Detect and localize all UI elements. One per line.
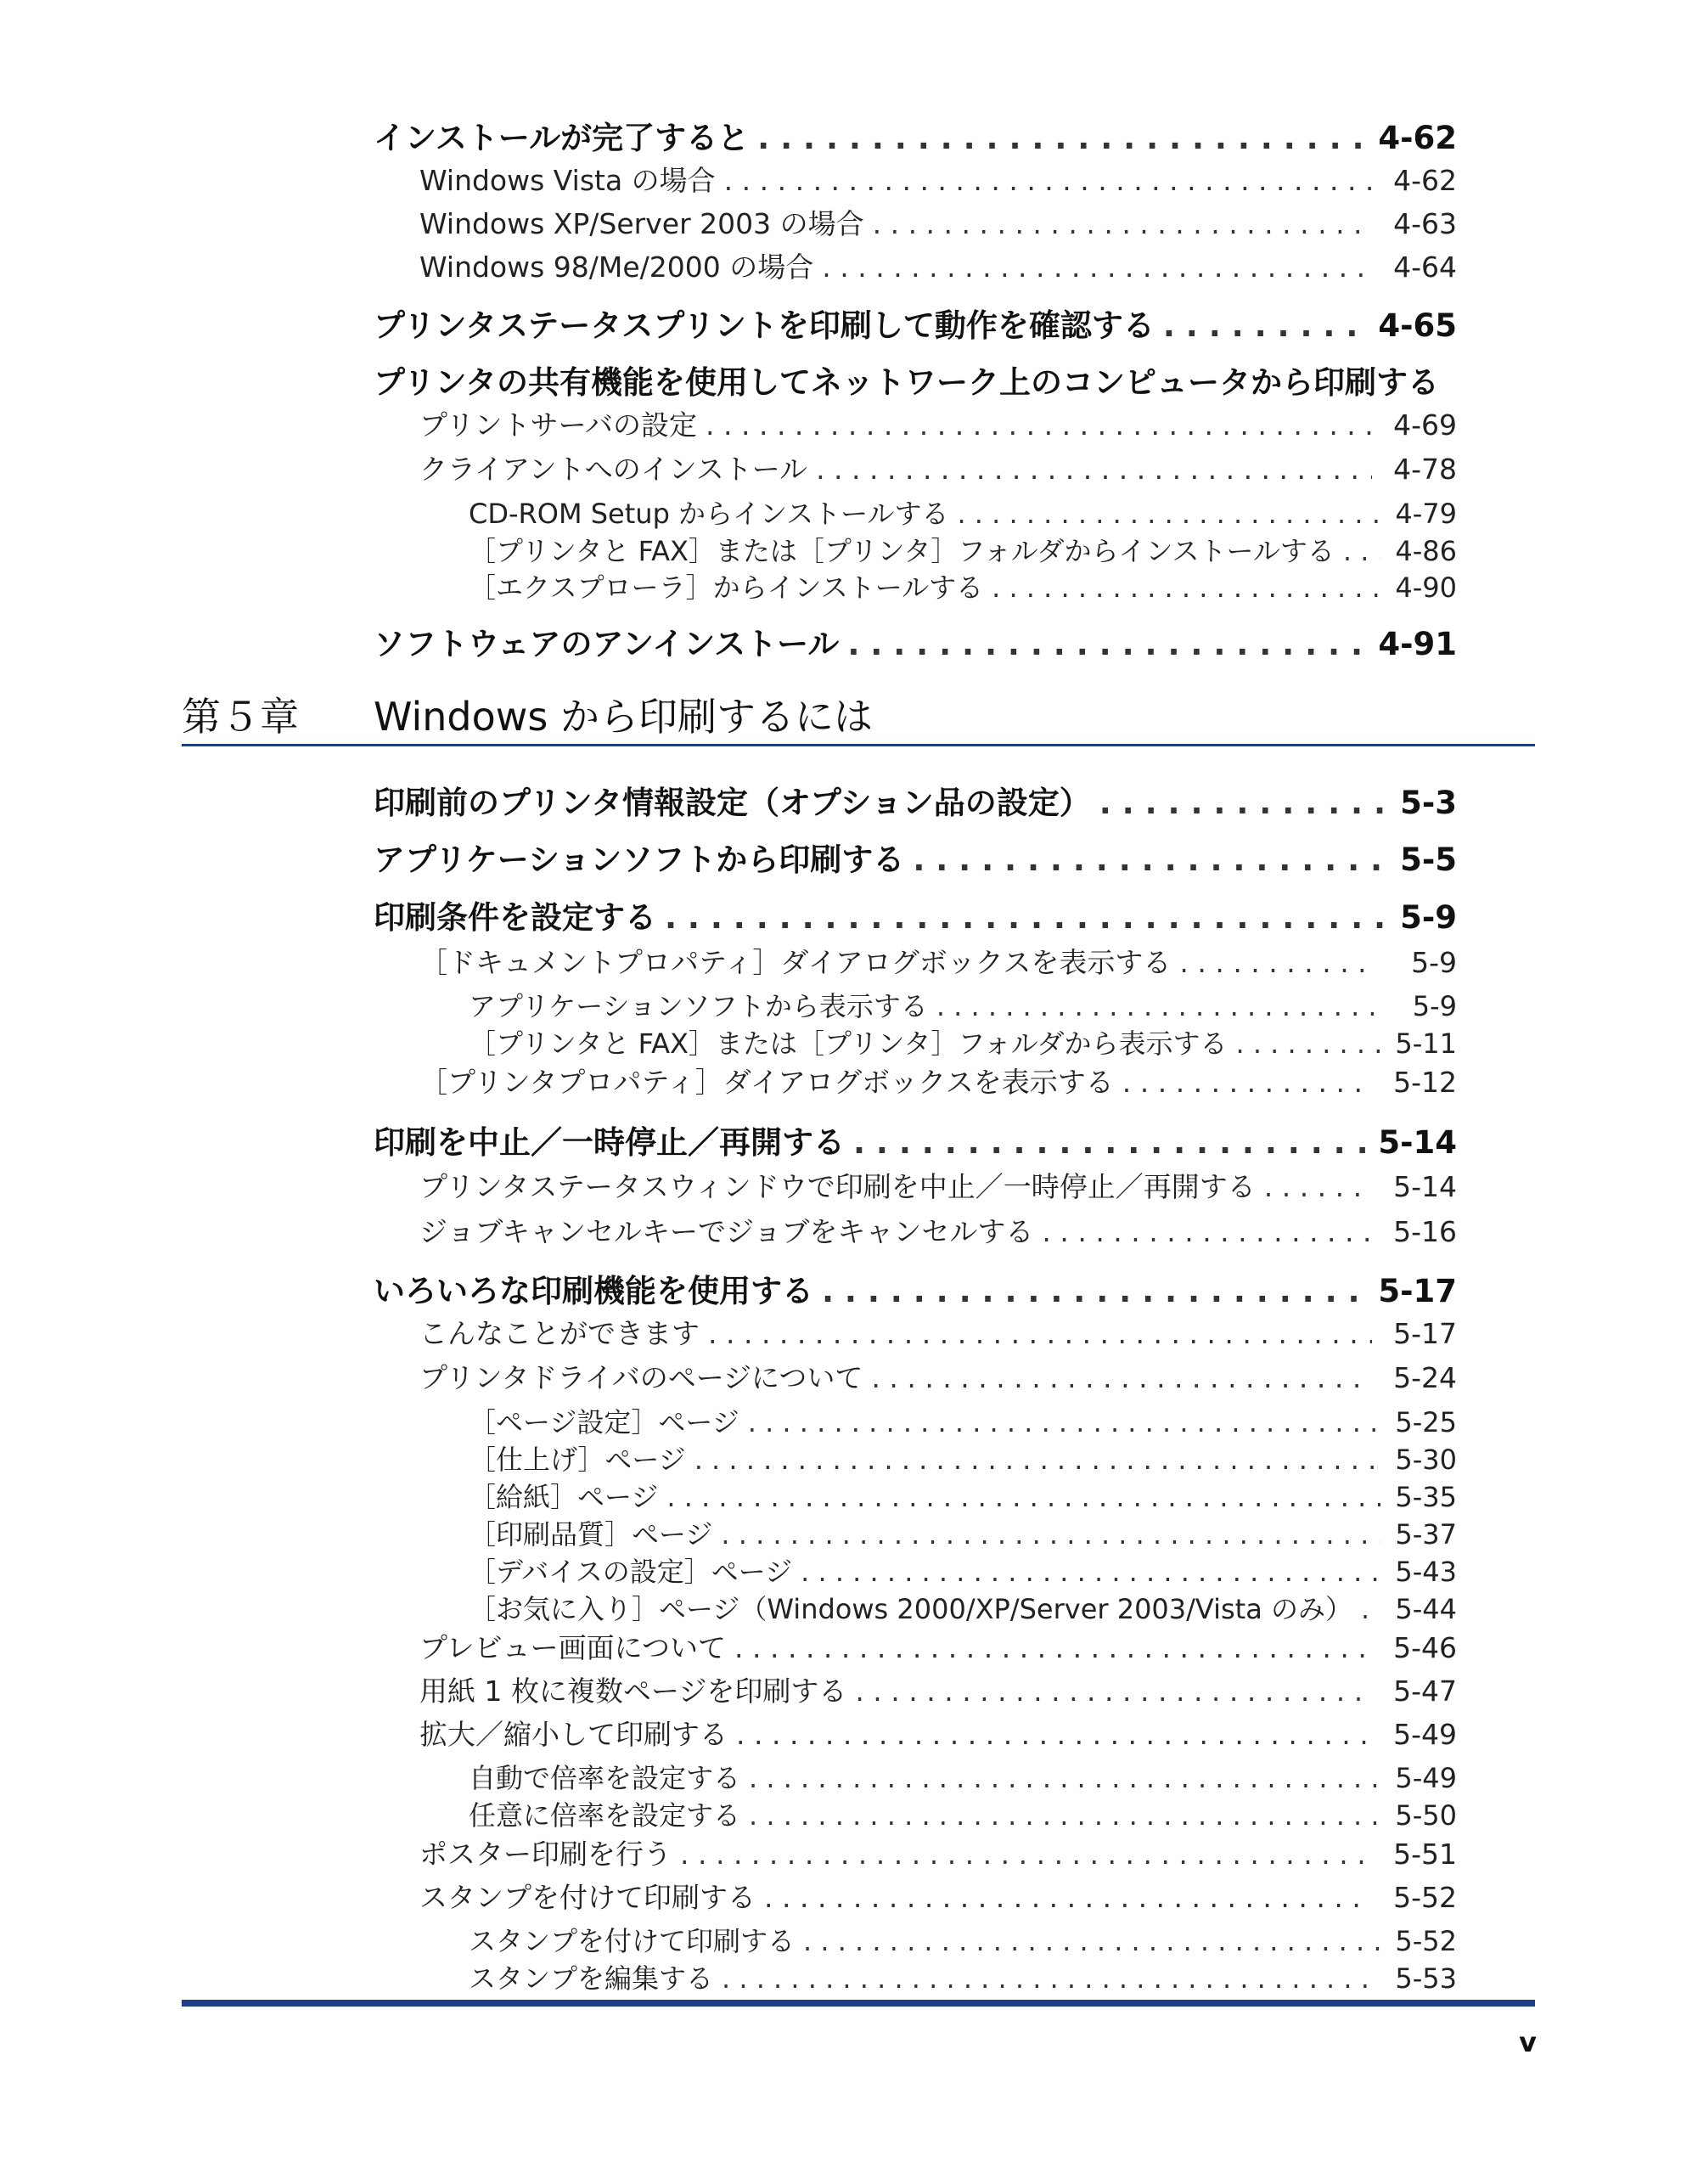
- toc-entry-level-2[interactable]: [419, 1165, 1457, 1205]
- toc-entry-title: インストールが完了すると: [374, 120, 750, 156]
- toc-entry-page-number: 5-35: [1395, 1481, 1457, 1513]
- toc-entry-title: ［プリンタと FAX］または［プリンタ］フォルダからインストールする: [469, 535, 1335, 567]
- toc-entry-page-number: 5-9: [1412, 990, 1457, 1022]
- toc-entry-level-1[interactable]: [374, 834, 1457, 880]
- toc-entry-title: ［給紙］ページ: [469, 1481, 659, 1513]
- toc-entry-level-3[interactable]: [469, 530, 1457, 569]
- footer-divider: [182, 2000, 1535, 2007]
- dot-leader: [764, 1881, 1372, 1914]
- toc-entry-page-number: 5-53: [1395, 1962, 1457, 1995]
- toc-entry-level-2[interactable]: [419, 1312, 1457, 1352]
- dot-leader: [957, 498, 1380, 530]
- dot-leader: [847, 626, 1369, 662]
- toc-entry-level-3[interactable]: [469, 1476, 1457, 1515]
- toc-entry-title: プリンタドライバのページについて: [419, 1361, 863, 1394]
- toc-entry-level-1[interactable]: [374, 112, 1457, 158]
- toc-entry-level-2[interactable]: [419, 159, 1457, 199]
- toc-entry-level-3[interactable]: [469, 1957, 1457, 1996]
- dot-leader: [757, 120, 1369, 156]
- toc-entry-title: ［プリンタプロパティ］ダイアログボックスを表示する: [419, 1066, 1114, 1099]
- toc-entry-title: ポスター印刷を行う: [419, 1838, 672, 1871]
- toc-entry-page-number: 5-9: [1400, 899, 1457, 936]
- toc-entry-level-3[interactable]: [469, 1588, 1457, 1627]
- toc-entry-level-3[interactable]: [469, 1401, 1457, 1440]
- dot-leader: [1163, 307, 1370, 344]
- toc-entry-level-3[interactable]: [469, 1513, 1457, 1552]
- dot-leader: [1343, 535, 1380, 567]
- toc-entry-level-3[interactable]: [469, 1022, 1457, 1061]
- dot-leader: [803, 1925, 1380, 1957]
- toc-entry-title: ［印刷品質］ページ: [469, 1518, 713, 1551]
- dot-leader: [706, 408, 1372, 442]
- toc-entry-level-3[interactable]: [469, 493, 1457, 532]
- toc-entry-title: ［お気に入り］ページ（Windows 2000/XP/Server 2003/Vista のみ）: [469, 1593, 1353, 1625]
- toc-entry-level-1[interactable]: [374, 357, 1457, 402]
- toc-entry-title: ジョブキャンセルキーでジョブをキャンセルする: [419, 1215, 1034, 1248]
- toc-entry-level-2[interactable]: [419, 1832, 1457, 1872]
- toc-entry-title: ［ページ設定］ページ: [469, 1406, 739, 1438]
- dot-leader: [666, 1481, 1380, 1513]
- dot-leader: [721, 1518, 1380, 1551]
- toc-entry-title: ［ドキュメントプロパティ］ダイアログボックスを表示する: [419, 946, 1172, 979]
- toc-entry-level-2[interactable]: [419, 1061, 1457, 1100]
- chapter-number: 第５章: [182, 694, 299, 740]
- toc-entry-title: プリンタステータスプリントを印刷して動作を確認する: [374, 307, 1155, 344]
- dot-leader: [822, 250, 1372, 284]
- toc-entry-level-3[interactable]: [469, 566, 1457, 605]
- toc-entry-title: プリンタステータスウィンドウで印刷を中止／一時停止／再開する: [419, 1170, 1256, 1203]
- toc-entry-page-number: 5-12: [1393, 1066, 1457, 1099]
- toc-entry-level-2[interactable]: [419, 1713, 1457, 1753]
- chapter-heading: [182, 686, 1535, 749]
- dot-leader: [801, 1556, 1380, 1588]
- toc-entry-title: いろいろな印刷機能を使用する: [374, 1273, 813, 1309]
- dot-leader: [855, 1675, 1372, 1708]
- toc-entry-page-number: 5-24: [1393, 1361, 1457, 1394]
- toc-entry-page-number: 4-91: [1378, 626, 1457, 662]
- toc-entry-page-number: 5-11: [1395, 1027, 1457, 1060]
- toc-entry-title: アプリケーションソフトから印刷する: [374, 842, 905, 878]
- toc-entry-level-3[interactable]: [469, 1794, 1457, 1833]
- dot-leader: [992, 571, 1380, 604]
- toc-entry-title: ［デバイスの設定］ページ: [469, 1556, 793, 1588]
- toc-entry-title: Windows 98/Me/2000 の場合: [419, 250, 814, 284]
- dot-leader: [1179, 946, 1372, 979]
- toc-entry-level-2[interactable]: [419, 403, 1457, 443]
- toc-entry-level-2[interactable]: [419, 1876, 1457, 1916]
- toc-entry-title: アプリケーションソフトから表示する: [469, 990, 928, 1022]
- toc-entry-level-3[interactable]: [469, 985, 1457, 1024]
- toc-entry-title: クライアントへのインストール: [419, 453, 808, 486]
- dot-leader: [936, 990, 1380, 1022]
- toc-entry-level-1[interactable]: [374, 1117, 1457, 1162]
- toc-entry-page-number: 5-14: [1393, 1170, 1457, 1203]
- toc-entry-title: プレビュー画面について: [419, 1631, 727, 1664]
- toc-entry-title: ［プリンタと FAX］または［プリンタ］フォルダから表示する: [469, 1027, 1228, 1060]
- toc-entry-level-2[interactable]: [419, 1210, 1457, 1250]
- toc-entry-page-number: 5-17: [1378, 1273, 1457, 1309]
- toc-entry-title: 自動で倍率を設定する: [469, 1762, 741, 1794]
- dot-leader: [1361, 1593, 1380, 1625]
- dot-leader: [816, 453, 1372, 486]
- dot-leader: [822, 1273, 1369, 1309]
- toc-entry-title: CD-ROM Setup からインストールする: [469, 498, 949, 530]
- toc-entry-page-number: 4-65: [1378, 307, 1457, 344]
- dot-leader: [871, 1361, 1372, 1394]
- dot-leader: [873, 207, 1372, 240]
- dot-leader: [1042, 1215, 1372, 1248]
- toc-entry-title: 任意に倍率を設定する: [469, 1799, 741, 1832]
- toc-entry-title: プリントサーバの設定: [419, 408, 698, 442]
- toc-entry-page-number: 5-14: [1378, 1124, 1457, 1161]
- dot-leader: [736, 1718, 1372, 1751]
- toc-entry-level-1[interactable]: [374, 777, 1457, 823]
- toc-entry-level-3[interactable]: [469, 1920, 1457, 1959]
- toc-entry-page-number: 4-64: [1393, 250, 1457, 284]
- toc-entry-level-3[interactable]: [469, 1757, 1457, 1796]
- toc-entry-level-2[interactable]: [419, 1356, 1457, 1396]
- dot-leader: [665, 899, 1392, 936]
- toc-entry-page-number: 4-90: [1395, 571, 1457, 604]
- dot-leader: [749, 1762, 1380, 1794]
- toc-entry-page-number: 4-69: [1393, 408, 1457, 442]
- toc-entry-title: プリンタの共有機能を使用してネットワーク上のコンピュータから印刷する: [374, 364, 1440, 401]
- toc-entry-page-number: 5-46: [1393, 1631, 1457, 1664]
- toc-entry-page-number: 4-62: [1378, 120, 1457, 156]
- toc-entry-level-2[interactable]: [419, 202, 1457, 242]
- toc-entry-page-number: 4-78: [1393, 453, 1457, 486]
- toc-entry-title: ソフトウェアのアンインストール: [374, 626, 840, 662]
- toc-entry-page-number: 5-16: [1393, 1215, 1457, 1248]
- toc-entry-page-number: 5-5: [1400, 842, 1457, 878]
- toc-entry-title: 印刷を中止／一時停止／再開する: [374, 1124, 845, 1161]
- toc-entry-level-1[interactable]: [374, 300, 1457, 346]
- toc-entry-page-number: 4-63: [1393, 207, 1457, 240]
- toc-entry-title: 印刷前のプリンタ情報設定（オプション品の設定）: [374, 785, 1091, 821]
- toc-entry-page-number: 5-52: [1395, 1925, 1457, 1957]
- toc-entry-page-number: 5-17: [1393, 1317, 1457, 1350]
- dot-leader: [722, 1962, 1380, 1995]
- toc-entry-level-3[interactable]: [469, 1551, 1457, 1590]
- toc-entry-level-1[interactable]: [374, 1265, 1457, 1311]
- toc-entry-page-number: 4-86: [1395, 535, 1457, 567]
- toc-entry-title: こんなことができます: [419, 1317, 700, 1350]
- dot-leader: [913, 842, 1392, 878]
- dot-leader: [1099, 785, 1392, 821]
- toc-entry-page-number: 5-30: [1395, 1444, 1457, 1476]
- toc-entry-level-3[interactable]: [469, 1438, 1457, 1478]
- toc-entry-title: ［エクスプローラ］からインストールする: [469, 571, 984, 604]
- toc-entry-page-number: 5-49: [1393, 1718, 1457, 1751]
- toc-entry-page-number: 5-43: [1395, 1556, 1457, 1588]
- toc-entry-title: Windows Vista の場合: [419, 164, 716, 197]
- dot-leader: [708, 1317, 1372, 1350]
- dot-leader: [853, 1124, 1369, 1161]
- toc-entry-page-number: 5-52: [1393, 1881, 1457, 1914]
- toc-entry-level-2[interactable]: [419, 941, 1457, 981]
- dot-leader: [734, 1631, 1372, 1664]
- toc-entry-level-1[interactable]: [374, 892, 1457, 937]
- toc-entry-title: スタンプを編集する: [469, 1962, 714, 1995]
- dot-leader: [749, 1799, 1380, 1832]
- dot-leader: [1235, 1027, 1380, 1060]
- dot-leader: [1122, 1066, 1372, 1099]
- toc-entry-page-number: 5-44: [1395, 1593, 1457, 1625]
- chapter-divider: [182, 744, 1535, 746]
- toc-entry-title: ［仕上げ］ページ: [469, 1444, 686, 1476]
- toc-entry-level-2[interactable]: [419, 1626, 1457, 1666]
- toc-entry-page-number: 4-62: [1393, 164, 1457, 197]
- toc-entry-level-1[interactable]: [374, 618, 1457, 664]
- toc-entry-title: スタンプを付けて印刷する: [469, 1925, 796, 1957]
- toc-entry-page-number: 5-47: [1393, 1675, 1457, 1708]
- dot-leader: [724, 164, 1372, 197]
- page-number: v: [1519, 2026, 1537, 2058]
- toc-entry-page-number: [1456, 364, 1457, 401]
- dot-leader: [680, 1838, 1372, 1871]
- toc-entry-page-number: 5-37: [1395, 1518, 1457, 1551]
- toc-entry-level-2[interactable]: [419, 245, 1457, 285]
- toc-entry-title: スタンプを付けて印刷する: [419, 1881, 756, 1914]
- toc-entry-title: 用紙 1 枚に複数ページを印刷する: [419, 1675, 847, 1708]
- toc-entry-page-number: 5-49: [1395, 1762, 1457, 1794]
- toc-entry-page-number: 4-79: [1395, 498, 1457, 530]
- toc-entry-title: 印刷条件を設定する: [374, 899, 656, 936]
- toc-entry-page-number: 5-9: [1411, 946, 1457, 979]
- toc-entry-level-2[interactable]: [419, 1669, 1457, 1709]
- toc-entry-title: 拡大／縮小して印刷する: [419, 1718, 728, 1751]
- toc-entry-page-number: 5-50: [1395, 1799, 1457, 1832]
- dot-leader: [748, 1406, 1380, 1438]
- toc-entry-title: Windows XP/Server 2003 の場合: [419, 207, 864, 240]
- dot-leader: [694, 1444, 1380, 1476]
- chapter-title: Windows から印刷するには: [374, 694, 873, 740]
- toc-entry-level-2[interactable]: [419, 447, 1457, 487]
- toc-entry-page-number: 5-3: [1400, 785, 1457, 821]
- toc-entry-page-number: 5-25: [1395, 1406, 1457, 1438]
- toc-entry-page-number: 5-51: [1393, 1838, 1457, 1871]
- dot-leader: [1264, 1170, 1372, 1203]
